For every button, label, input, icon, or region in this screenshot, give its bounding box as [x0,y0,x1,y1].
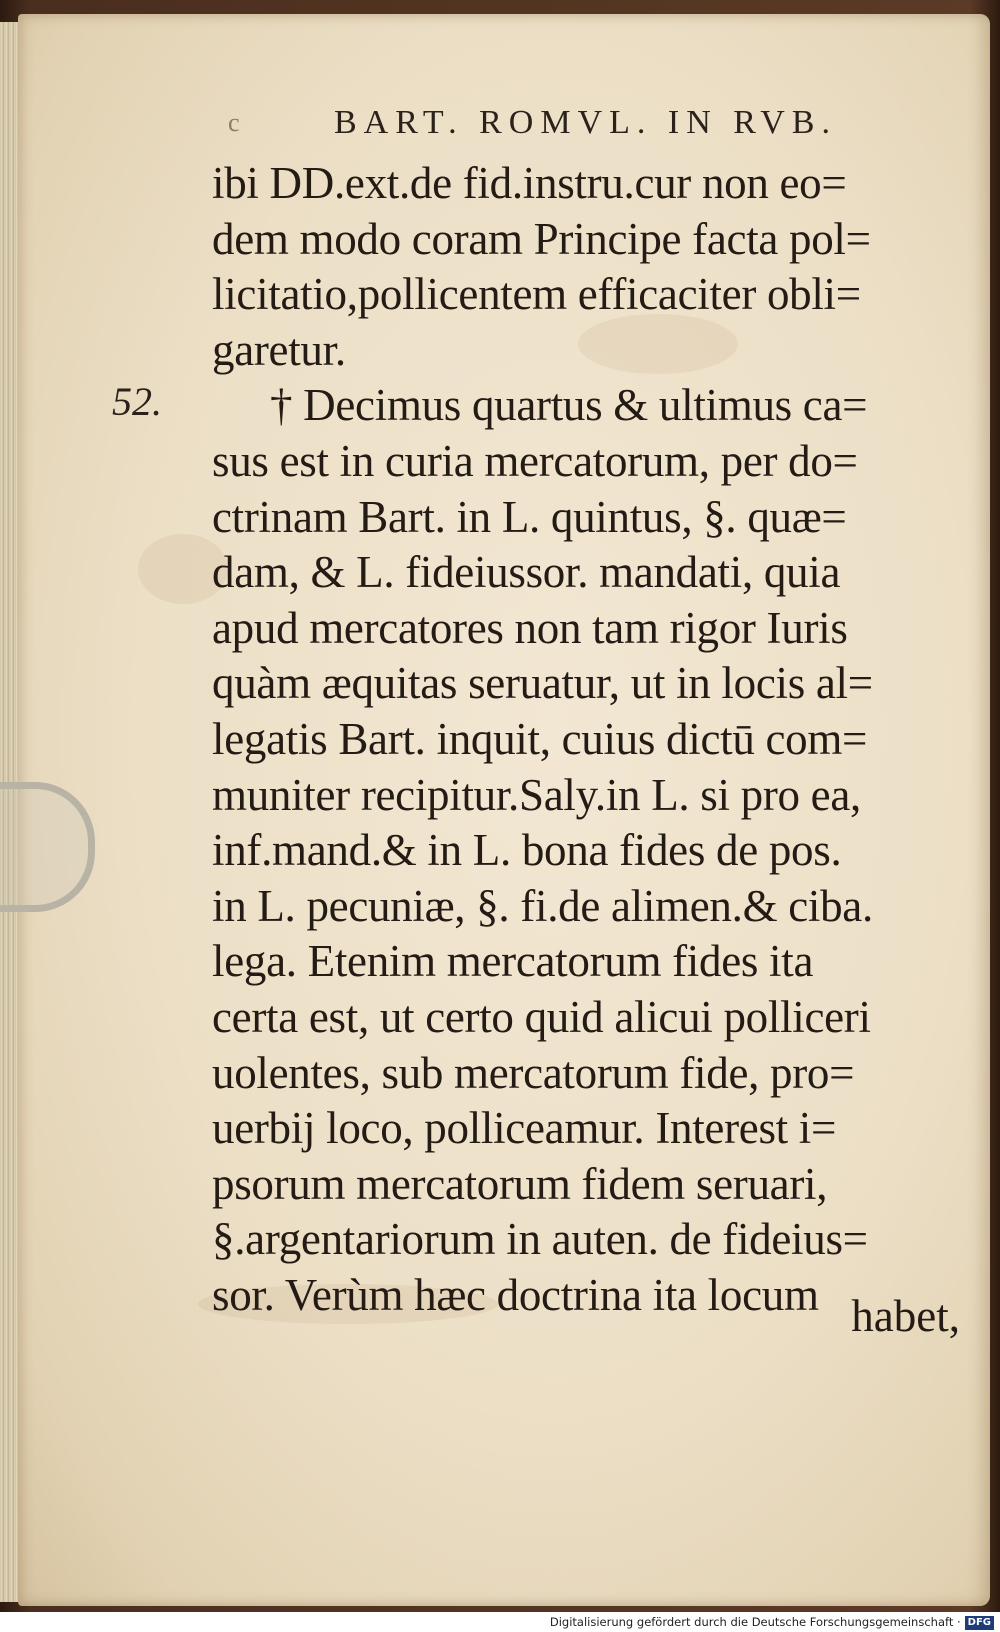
text-line: uolentes, sub mercatorum fide, pro= [212,1047,855,1098]
dfg-logo: DFG [965,1616,994,1630]
margin-note-number: 52. [112,379,162,424]
text-line: sor. Verùm hæc doctrina ita locum [212,1269,819,1320]
text-line: apud mercatores non tam rigor Iuris [212,602,848,653]
text-line: garetur. [212,324,346,375]
text-line: ibi DD.ext.de fid.instru.cur non eo= [212,158,847,208]
text-line: dem modo coram Principe facta pol= [212,213,871,264]
credit-text: Digitalisierung gefördert durch die Deutsche Forschungsgemeinschaft · [549,1615,961,1629]
text-line: lega. Etenim mercatorum fides ita [212,936,814,987]
text-line: † Decimus quartus & ultimus ca= [270,380,868,431]
text-line: inf.mand.& in L. bona fides de pos. [212,825,842,876]
text-line: in L. pecuniæ, §. fi.de alimen.& ciba. [212,880,873,931]
text-line: §.argentariorum in auten. de fideius= [212,1214,868,1265]
text-line: sus est in curia mercatorum, per do= [212,435,858,486]
catchword: habet, [851,1291,960,1341]
body-text [212,156,972,1323]
text-line: muniter recipitur.Saly.in L. si pro ea, [212,769,861,820]
text-line: ctrinam Bart. in L. quintus, §. quæ= [212,491,847,542]
text-line: dam, & L. fideiussor. mandati, quia [212,547,841,598]
running-title: BART. ROMVL. IN RVB. [334,104,837,141]
text-line: uerbij loco, polliceamur. Interest i= [212,1103,837,1154]
text-line: licitatio,pollicentem efficaciter obli= [212,269,861,320]
digitization-credit-bar [0,1612,1000,1632]
text-line: quàm æquitas seruatur, ut in locis al= [212,658,873,709]
text-line: psorum mercatorum fidem seruari, [212,1158,828,1209]
text-line: certa est, ut certo quid alicui polliceri [212,991,871,1042]
text-line: legatis Bart. inquit, cuius dictū com= [212,713,868,764]
header-ornament: c [228,108,240,137]
